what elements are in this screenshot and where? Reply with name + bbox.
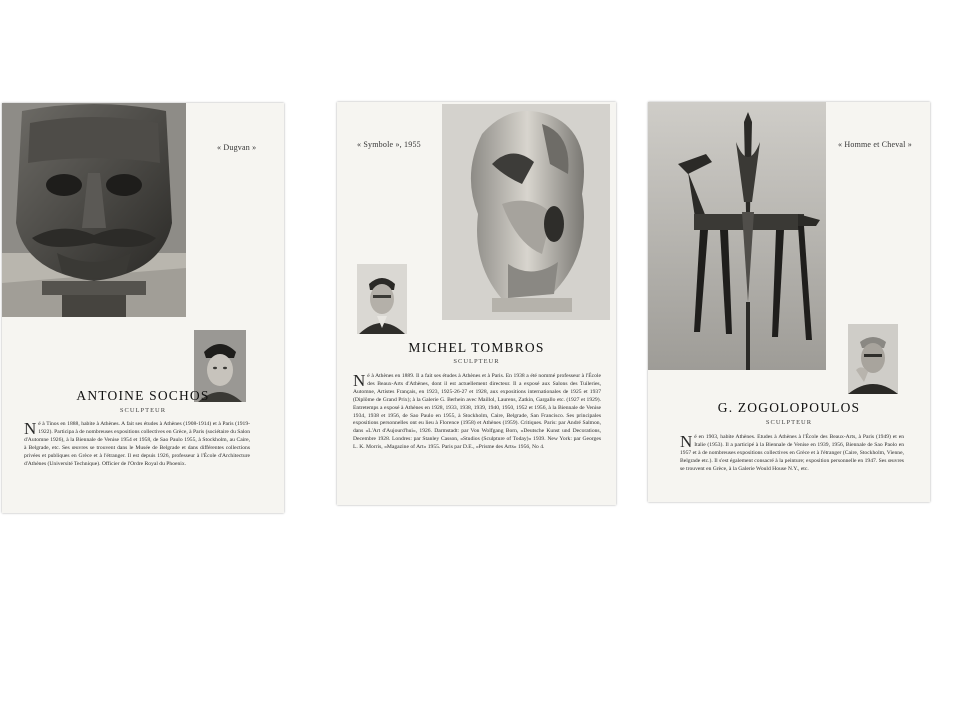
artist-role: SCULPTEUR	[453, 358, 500, 365]
sculpture-photo-tombros	[442, 104, 610, 320]
catalog-page-zogolopoulos	[648, 102, 930, 502]
artist-biography: Né en 1903, habite Athènes. Etudes à Athènes à l'École des Beaux-Arts, à Paris (1949) et en Italie (1953). Il a participé à la Biennale de Venise en 1939, 1956, Biennale de Sao Paolo en 1957 et à de nombreuses expositions collectives en Grèce et à l'étranger (Caire, Stockholm, Vienne, Belgrade etc.). Il s'est également consacré à la peinture; exposition personnelle en 1947. Ses œuvres se trouvent en Grèce, à la Galerie Would House N.Y., etc.	[680, 432, 904, 472]
artist-name: MICHEL TOMBROS	[408, 340, 545, 355]
sculpture-photo-zogolopoulos	[648, 102, 826, 370]
artwork-caption: « Symbole », 1955	[357, 140, 421, 149]
artwork-caption: « Dugvan »	[217, 143, 257, 152]
artist-portrait-tombros	[357, 264, 407, 334]
artist-biography: Né à Tinos en 1888, habite à Athènes. A fait ses études à Athènes (1908-1914) et à Paris (1919-1922). Participa à de nombreuses expositions collectives en Grèce, à Paris (sociétaire du Salon d'Automne 1926), à la Biennale de Venise 1954 et 1958, de Sao Paulo 1955, à Stockholm, au Caire, à Belgrade, etc. Ses œuvres se trouvent dans le Musée de Belgrade et dans différentes collections privées et publiques en Grèce et à l'étranger. Il est depuis 1926, professeur à l'École d'Architecture d'Athènes (Université Technique). Officier de l'Ordre Royal du Phoenix.	[24, 419, 251, 467]
catalog-page-tombros	[337, 102, 616, 505]
catalog-page-sochos	[2, 103, 284, 513]
artist-name: ANTOINE SOCHOS	[76, 388, 210, 403]
artwork-caption: « Homme et Cheval »	[838, 140, 913, 149]
artist-role: SCULPTEUR	[119, 407, 167, 414]
sculpture-photo-sochos	[2, 103, 186, 317]
artist-role: SCULPTEUR	[765, 419, 813, 426]
artist-biography: Né à Athènes en 1889. Il a fait ses études à Athènes et à Paris. En 1938 a été nommé professeur à l'École des Beaux-Arts d'Athènes, dont il est actuellement directeur. Il a exposé aux Salons des Tuileries, Automne, Artistes Français, en 1923, 1925-26-27 et 1928, aux expositions internationales de 1925 et 1937 (Diplôme de Grand Prix); à la Galerie G. Berhein avec Maillol, Laurens, Zatkin, Gargallo etc. (1927 et 1929). Entretemps a exposé à Athènes en 1928, 1933, 1938, 1939, 1940, 1950, 1952 et 1956, à la Biennale de Venise 1934, 1938 et 1956, de Sao Paulo en 1955, à Stockholm, Caire, Belgrade, San Francisco. Ses principales expositions personnelles ont eu lieu à Florence (1958) et Athènes (1959). Critiques. Paris: par André Salmon, dans «L'Art d'Aujourd'hui», 1926. Darmstadt: par Von Wolfgang Born, «Deutsche Kunst und Decorations, Decembre 1928. Londres: par Stanley Casson, «Studios (Sculpture of Today)» 1939. New York: par Georges L. K. Morris, «Magazine of Art» 1955. Paris par D.E., «Prisme des Arts» 1956, No 4.	[353, 371, 601, 451]
artist-portrait-zogolopoulos	[848, 324, 898, 394]
artist-name: G. ZOGOLOPOULOS	[717, 400, 861, 415]
